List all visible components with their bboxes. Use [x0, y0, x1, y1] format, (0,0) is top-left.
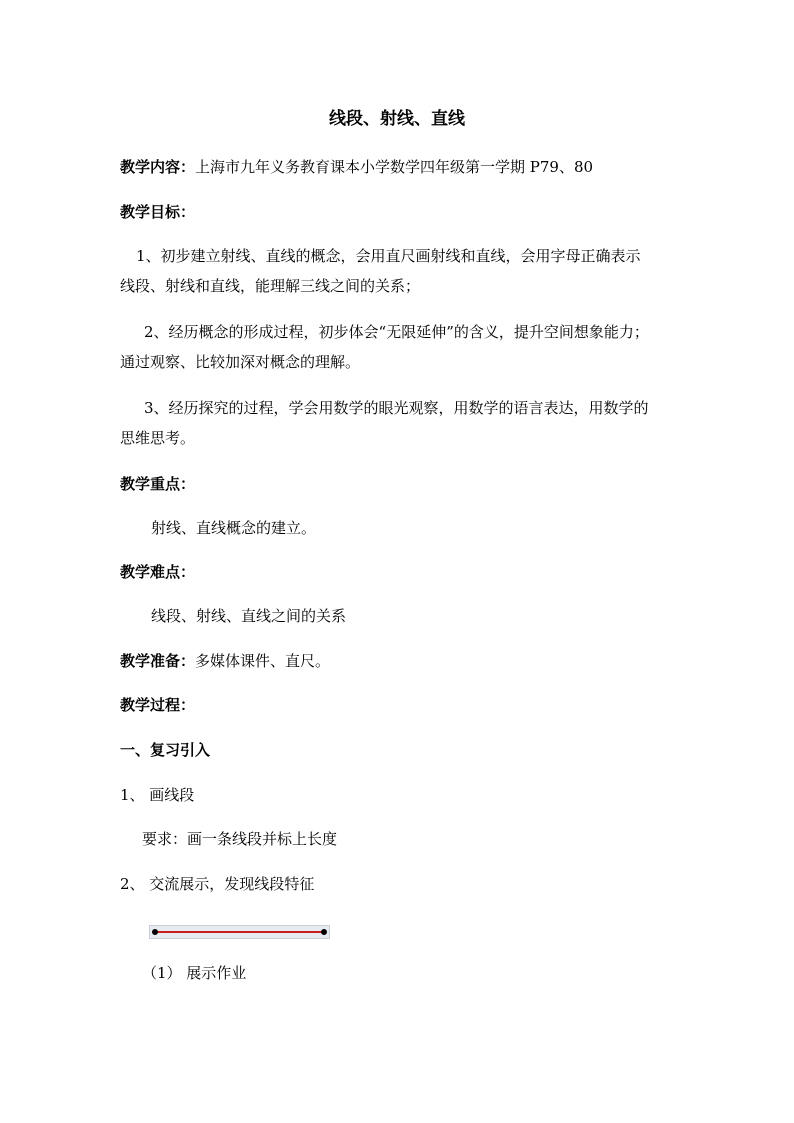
preparation-row: [120, 651, 330, 671]
difficulties-text: 线段、射线、直线之间的关系: [151, 607, 347, 625]
key-points-label: 教学重点：: [120, 475, 196, 493]
page-title: 线段、射线、直线: [329, 109, 465, 129]
preparation-text: 多媒体课件、直尺。: [195, 652, 331, 670]
section-1-heading: 一、复习引入: [120, 741, 211, 759]
goal-2-line-2: 通过观察、比较加深对概念的理解。: [120, 353, 361, 371]
teaching-content-text: 上海市九年义务教育课本小学数学四年级第一学期 P79、80: [195, 158, 594, 176]
requirement-text: 要求：画一条线段并标上长度: [142, 830, 338, 848]
line-segment-figure: [149, 925, 330, 939]
goal-1-line-1: 1、初步建立射线、直线的概念，会用直尺画射线和直线，会用字母正确表示: [136, 247, 641, 265]
difficulties-label: 教学难点：: [120, 563, 196, 581]
process-label: 教学过程：: [120, 696, 196, 714]
teaching-content-row: [120, 157, 593, 177]
segment-endpoint-right: [321, 929, 327, 935]
goal-1-line-2: 线段、射线和直线，能理解三线之间的关系；: [120, 277, 421, 295]
teaching-goals-label: 教学目标：: [120, 203, 196, 221]
step-1: 1、 画线段: [120, 786, 195, 804]
line-segment: [155, 931, 324, 933]
goal-2-line-1: 2、经历概念的形成过程，初步体会“无限延伸”的含义，提升空间想象能力；: [144, 323, 649, 341]
sub-step-1: （1） 展示作业: [142, 964, 247, 982]
preparation-label: 教学准备：: [120, 652, 196, 670]
goal-3-line-2: 思维思考。: [120, 429, 196, 447]
segment-endpoint-left: [152, 929, 158, 935]
goal-3-line-1: 3、经历探究的过程，学会用数学的眼光观察，用数学的语言表达，用数学的: [144, 399, 649, 417]
key-points-text: 射线、直线概念的建立。: [151, 519, 317, 537]
teaching-content-label: 教学内容：: [120, 158, 196, 176]
step-2: 2、 交流展示，发现线段特征: [120, 875, 315, 893]
